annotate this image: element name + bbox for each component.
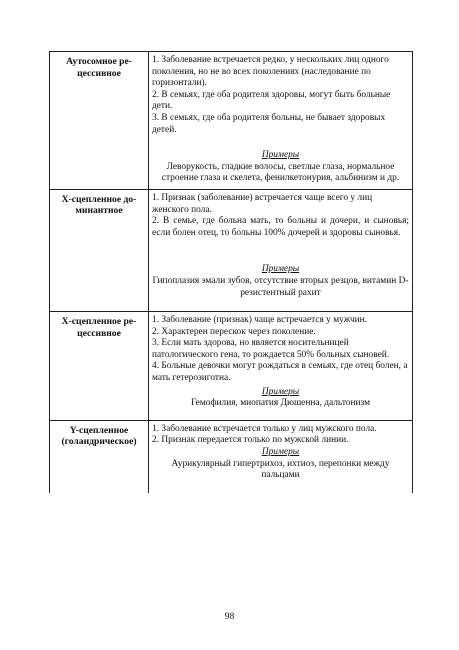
examples-heading: Примеры — [261, 264, 300, 275]
examples-heading: Примеры — [261, 386, 300, 397]
inheritance-description — [149, 420, 413, 492]
examples-heading: Примеры — [261, 150, 300, 161]
inheritance-description — [149, 312, 413, 421]
criterion: 3. В семьях, где оба родителя больны, не бывает здоровых детей. — [152, 112, 386, 135]
criterion: 3. Если мать здорова, но является носительницей патологического гена, то рождается 50% больных сыновей. — [152, 338, 390, 360]
criterion: 1. Признак (заболевание) встречается чаще всего у лиц женского пола. — [152, 192, 373, 215]
examples-text: Аурикулярный гипертрихоз, ихтиоз, перепонки между пальцами — [171, 458, 390, 481]
examples-text: Леворукость, гладкие волосы, светлые глаза, нормальное строение глаза и скелета, фенилкетонурия, альбинизм и др. — [161, 161, 400, 184]
inheritance-description — [149, 52, 413, 190]
examples-text: Гипоплазия эмали зубов, отсутствие вторых резцов, витамин D-резистентный рахит — [152, 275, 409, 298]
criterion: 2. Характерен перескок через поколение. — [152, 326, 316, 337]
table-row — [50, 52, 413, 190]
inheritance-type: Y-сцепленное (голандрическое) — [50, 420, 149, 492]
examples-heading: Примеры — [261, 447, 300, 458]
inheritance-type: Аутосомное ре- цессивное — [50, 52, 149, 190]
table-row — [50, 189, 413, 311]
table-row — [50, 312, 413, 421]
inheritance-type: Х-сцепленное до- минантное — [50, 189, 149, 311]
inheritance-table — [49, 51, 413, 493]
examples-text: Гемофилия, миопатия Дюшенна, дальтонизм — [190, 398, 371, 409]
inheritance-description — [149, 189, 413, 311]
page-number: 98 — [224, 612, 235, 622]
criterion: 1. Заболевание встречается только у лиц мужского пола. — [152, 423, 377, 434]
criterion: 1. Заболевание встречается редко, у нескольких лиц одного поколения, но не во всех поколениях (наследование по горизонтали). — [152, 55, 389, 89]
inheritance-type: Х-сцепленное ре- цессивное — [50, 312, 149, 421]
criterion: 2. В семье, где больна мать, то больны и дочери, и сыновья; если болен отец, то больны 100% дочерей и здоровы сыновья. — [152, 216, 409, 238]
table-row — [50, 420, 413, 492]
criterion: 2. В семьях, где оба родителя здоровы, могут быть больные дети. — [152, 89, 391, 112]
criterion: 2. Признак передается только по мужской линии. — [152, 435, 349, 446]
criterion: 4. Больные девочки могут рождаться в семьях, где отец болен, а мать гетерозиготна. — [152, 361, 408, 384]
criterion: 1. Заболевание (признак) чаще встречается у мужчин. — [152, 315, 368, 326]
